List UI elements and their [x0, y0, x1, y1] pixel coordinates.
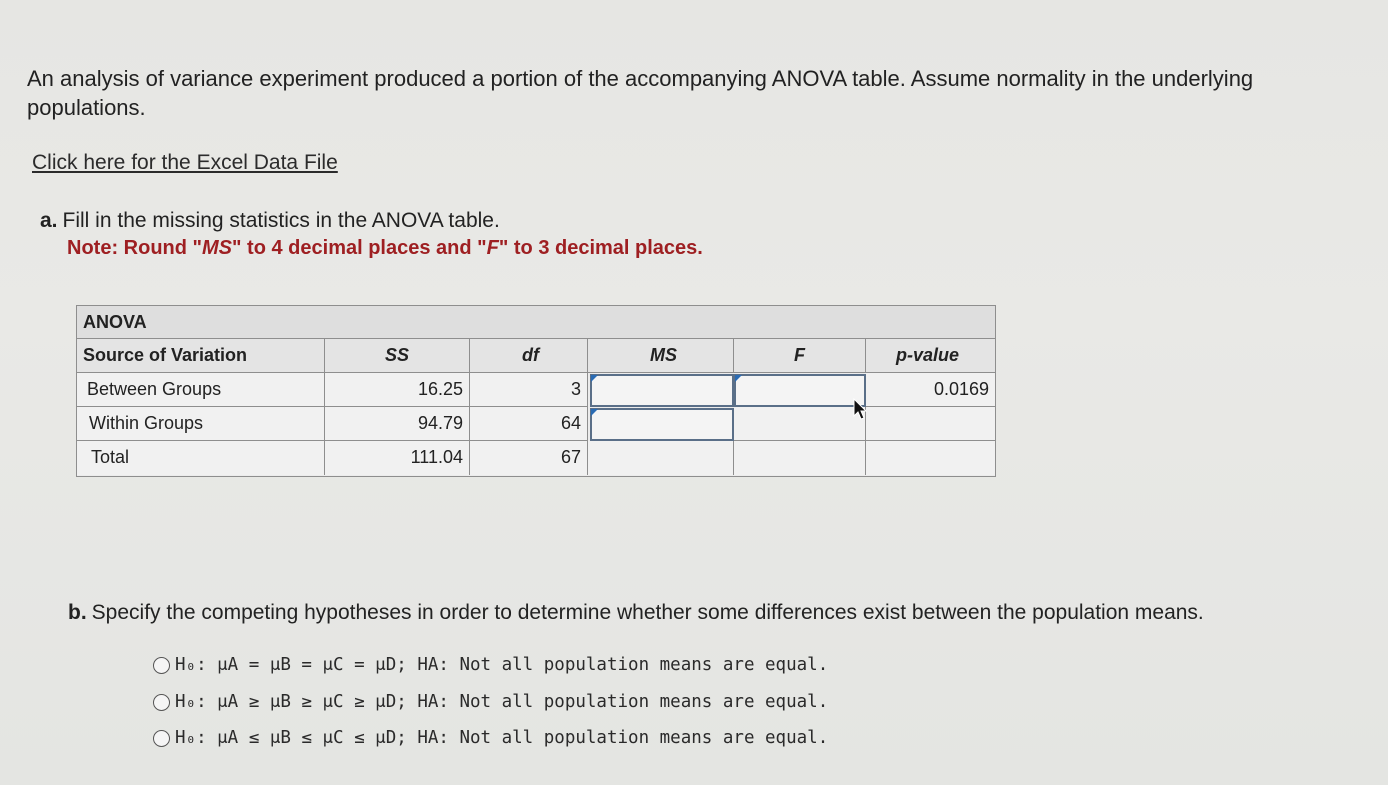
part-b-instruction	[68, 601, 1204, 625]
note-prefix: Note: Round "	[67, 237, 203, 259]
radio-button-icon[interactable]	[153, 730, 170, 747]
hypothesis-option-1-label: H₀: μA = μB = μC = μD; HA: Not all population means are equal.	[175, 655, 829, 675]
row-total-df: 67	[470, 441, 588, 475]
mouse-pointer-icon	[853, 398, 869, 422]
hypothesis-option-2-label: H₀: μA ≥ μB ≥ μC ≥ μD; HA: Not all population means are equal.	[175, 692, 829, 712]
header-ms: MS	[588, 339, 734, 373]
row-between-p-value: 0.0169	[866, 373, 995, 407]
header-p-value: p-value	[866, 339, 995, 373]
radio-button-icon[interactable]	[153, 657, 170, 674]
row-within-f	[734, 407, 866, 441]
ms-between-input[interactable]	[590, 374, 734, 407]
row-between-source: Between Groups	[77, 373, 325, 407]
hypothesis-option-3[interactable]	[153, 725, 828, 751]
rounding-note	[67, 237, 703, 260]
row-within-p-value	[866, 407, 995, 441]
note-ms: MS	[202, 237, 233, 259]
header-ss: SS	[325, 339, 470, 373]
row-total-f	[734, 441, 866, 475]
row-total-ms	[588, 441, 734, 475]
row-within-ss: 94.79	[325, 407, 470, 441]
header-source: Source of Variation	[77, 339, 325, 373]
radio-button-icon[interactable]	[153, 694, 170, 711]
note-mid: " to 4 decimal places and "	[232, 237, 487, 259]
note-suffix: " to 3 decimal places.	[498, 237, 703, 259]
row-total-ss: 111.04	[325, 441, 470, 475]
excel-data-link[interactable]: Click here for the Excel Data File	[32, 151, 338, 174]
row-within-source: Within Groups	[77, 407, 325, 441]
row-total-p-value	[866, 441, 995, 475]
row-between-ss: 16.25	[325, 373, 470, 407]
hypothesis-option-1[interactable]	[153, 652, 828, 678]
f-stat-input[interactable]	[734, 374, 866, 407]
part-a-instruction	[40, 209, 500, 233]
header-df: df	[470, 339, 588, 373]
part-b-letter: b.	[68, 601, 87, 624]
anova-title: ANOVA	[77, 306, 995, 339]
part-a-letter: a.	[40, 209, 58, 232]
anova-table	[76, 305, 996, 477]
row-total-source: Total	[77, 441, 325, 475]
row-within-df: 64	[470, 407, 588, 441]
part-b-text: Specify the competing hypotheses in order to determine whether some differences exist between the population means.	[91, 601, 1204, 624]
row-between-df: 3	[470, 373, 588, 407]
ms-within-input[interactable]	[590, 408, 734, 441]
intro-text: An analysis of variance experiment produced a portion of the accompanying ANOVA table. Assume normality in the underlying populations.	[27, 66, 1254, 120]
note-f: F	[486, 237, 499, 259]
part-a-text: Fill in the missing statistics in the ANOVA table.	[62, 209, 500, 232]
hypothesis-option-2[interactable]	[153, 689, 828, 715]
header-f: F	[734, 339, 866, 373]
hypothesis-option-3-label: H₀: μA ≤ μB ≤ μC ≤ μD; HA: Not all population means are equal.	[175, 728, 829, 748]
